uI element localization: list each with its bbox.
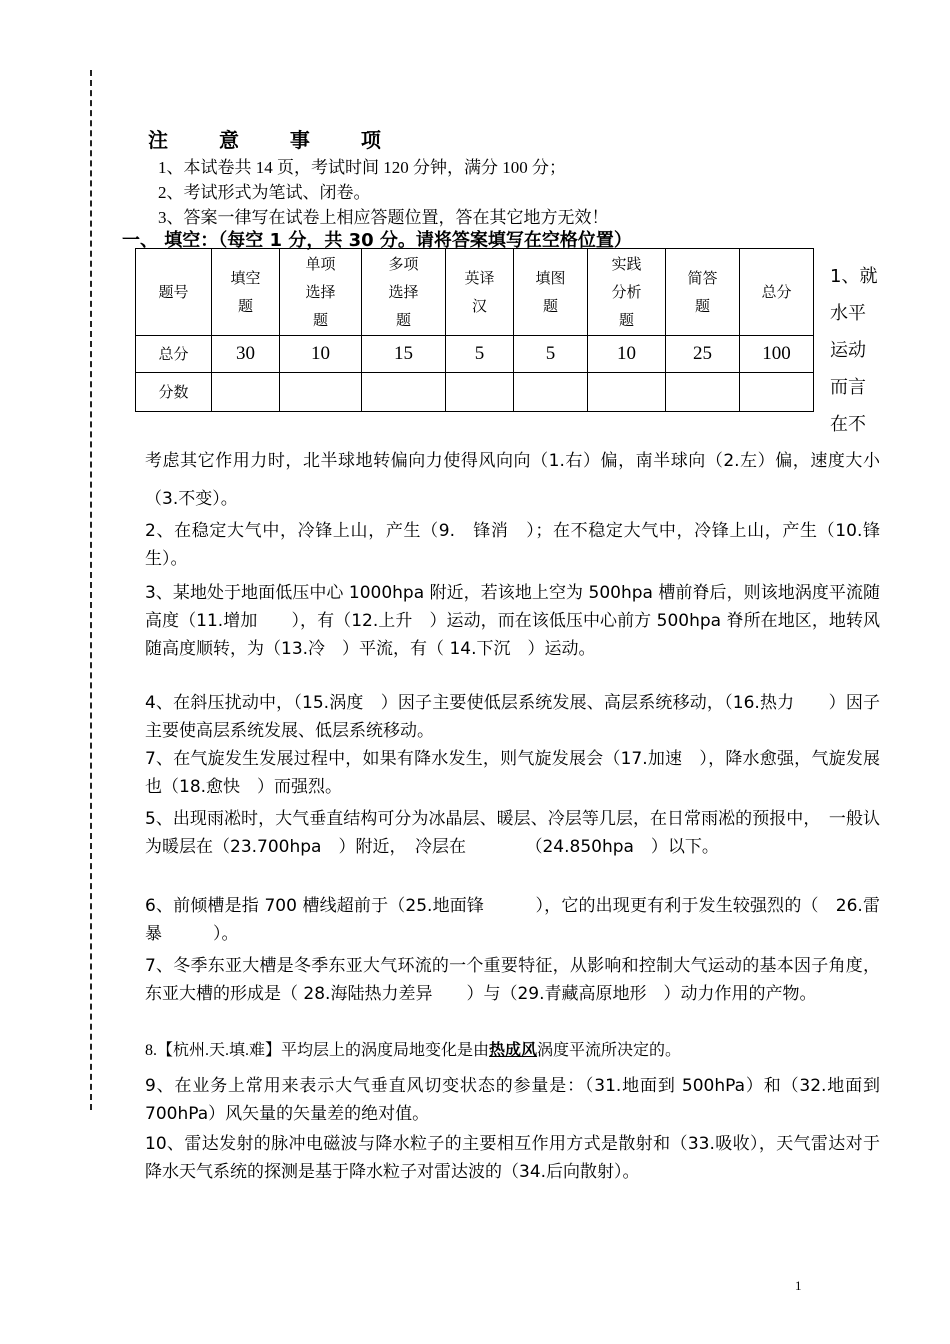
header-cell-label: 题号	[136, 249, 212, 336]
total-cell: 15	[362, 336, 446, 373]
total-cell: 5	[446, 336, 514, 373]
score-entry-cell[interactable]	[666, 373, 740, 412]
question-6: 6、前倾槽是指 700 槽线超前于（25.地面锋 ），它的出现更有利于发生较强烈的（ 26.雷暴 ）。	[145, 896, 880, 944]
score-table	[135, 248, 814, 412]
question-7-cyclone: 7、在气旋发生发展过程中，如果有降水发生，则气旋发展会（17.加速 ），降水愈强，气旋发展也（18.愈快 ）而强烈。	[145, 749, 880, 797]
question-5: 5、出现雨凇时，大气垂直结构可分为冰晶层、暖层、冷层等几层，在日常雨凇的预报中， 一般认为暖层在（23.700hpa ）附近， 冷层在 （24.850hpa ）以下。	[145, 809, 880, 857]
header-cell-multi-choice: 多项 选择 题	[362, 249, 446, 336]
score-entry-cell[interactable]	[740, 373, 814, 412]
question-7-trough: 7、冬季东亚大槽是冬季东亚大气环流的一个重要特征，从影响和控制大气运动的基本因子角度，东亚大槽的形成是（ 28.海陆热力差异 ）与（29.青藏高原地形 ）动力作用的产物。	[145, 956, 880, 1004]
notice-line-1: 1、本试卷共 14 页，考试时间 120 分钟，满分 100 分；	[158, 158, 566, 177]
question-1-side-text: 1、就 水平 运动 而言 在不	[830, 266, 878, 435]
header-cell-fill: 填空 题	[212, 249, 280, 336]
question-3: 3、某地处于地面低压中心 1000hpa 附近，若该地上空为 500hpa 槽前脊后，则该地涡度平流随高度（11.增加 ），有（12.上升 ）运动，而在该低压中心前方 500hpa 脊所在地区，地转风随高度顺转，为（13.冷 ）平流，有（ 14.下沉 ）运动。	[145, 583, 880, 659]
question-1-continued: 考虑其它作用力时，北半球地转偏向力使得风向向（1.右）偏，南半球向（2.左）偏，速度大小（3.不变）。	[145, 451, 880, 509]
score-entry-cell[interactable]	[362, 373, 446, 412]
total-cell: 100	[740, 336, 814, 373]
score-entry-cell[interactable]	[588, 373, 666, 412]
score-table-total-row	[136, 336, 814, 373]
notice-line-2: 2、考试形式为笔试、闭卷。	[158, 183, 371, 202]
header-cell-single-choice: 单项 选择 题	[280, 249, 362, 336]
header-cell-short-answer: 简答 题	[666, 249, 740, 336]
header-cell-map: 填图 题	[514, 249, 588, 336]
question-2: 2、在稳定大气中，冷锋上山，产生（9. 锋消 ）；在不稳定大气中，冷锋上山，产生（10.锋生）。	[145, 521, 880, 569]
score-entry-cell[interactable]	[212, 373, 280, 412]
page-number: 1	[795, 1278, 802, 1293]
score-table-score-row	[136, 373, 814, 412]
notice-title: 注 意 事 项	[148, 128, 403, 152]
score-entry-cell[interactable]	[280, 373, 362, 412]
section-heading: 一、 填空：（每空 1 分，共 30 分。请将答案填写在空格位置）	[122, 230, 632, 251]
score-entry-cell[interactable]	[514, 373, 588, 412]
question-10: 10、雷达发射的脉冲电磁波与降水粒子的主要相互作用方式是散射和（33.吸收），天气雷达对于降水天气系统的探测是基于降水粒子对雷达波的（34.后向散射）。	[145, 1134, 880, 1182]
header-cell-translation: 英译 汉	[446, 249, 514, 336]
total-row-label: 总分	[136, 336, 212, 373]
header-cell-total: 总分	[740, 249, 814, 336]
question-8-emphasis: 热成风	[489, 1042, 538, 1059]
total-cell: 10	[588, 336, 666, 373]
total-cell: 25	[666, 336, 740, 373]
question-8: 8.【杭州.天.填.难】平均层上的涡度局地变化是由热成风涡度平流所决定的。	[145, 1042, 682, 1059]
binding-dash-line	[90, 70, 92, 1110]
notice-line-3: 3、答案一律写在试卷上相应答题位置，答在其它地方无效！	[158, 208, 609, 227]
score-entry-cell[interactable]	[446, 373, 514, 412]
question-9: 9、在业务上常用来表示大气垂直风切变状态的参量是：（31.地面到 500hPa）和（32.地面到 700hPa）风矢量的矢量差的绝对值。	[145, 1076, 880, 1124]
score-row-label: 分数	[136, 373, 212, 412]
total-cell: 30	[212, 336, 280, 373]
total-cell: 5	[514, 336, 588, 373]
score-table-header-row	[136, 249, 814, 336]
header-cell-practice: 实践 分析 题	[588, 249, 666, 336]
question-4: 4、在斜压扰动中，（15.涡度 ）因子主要使低层系统发展、高层系统移动，（16.热力 ）因子主要使高层系统发展、低层系统移动。	[145, 693, 880, 741]
total-cell: 10	[280, 336, 362, 373]
